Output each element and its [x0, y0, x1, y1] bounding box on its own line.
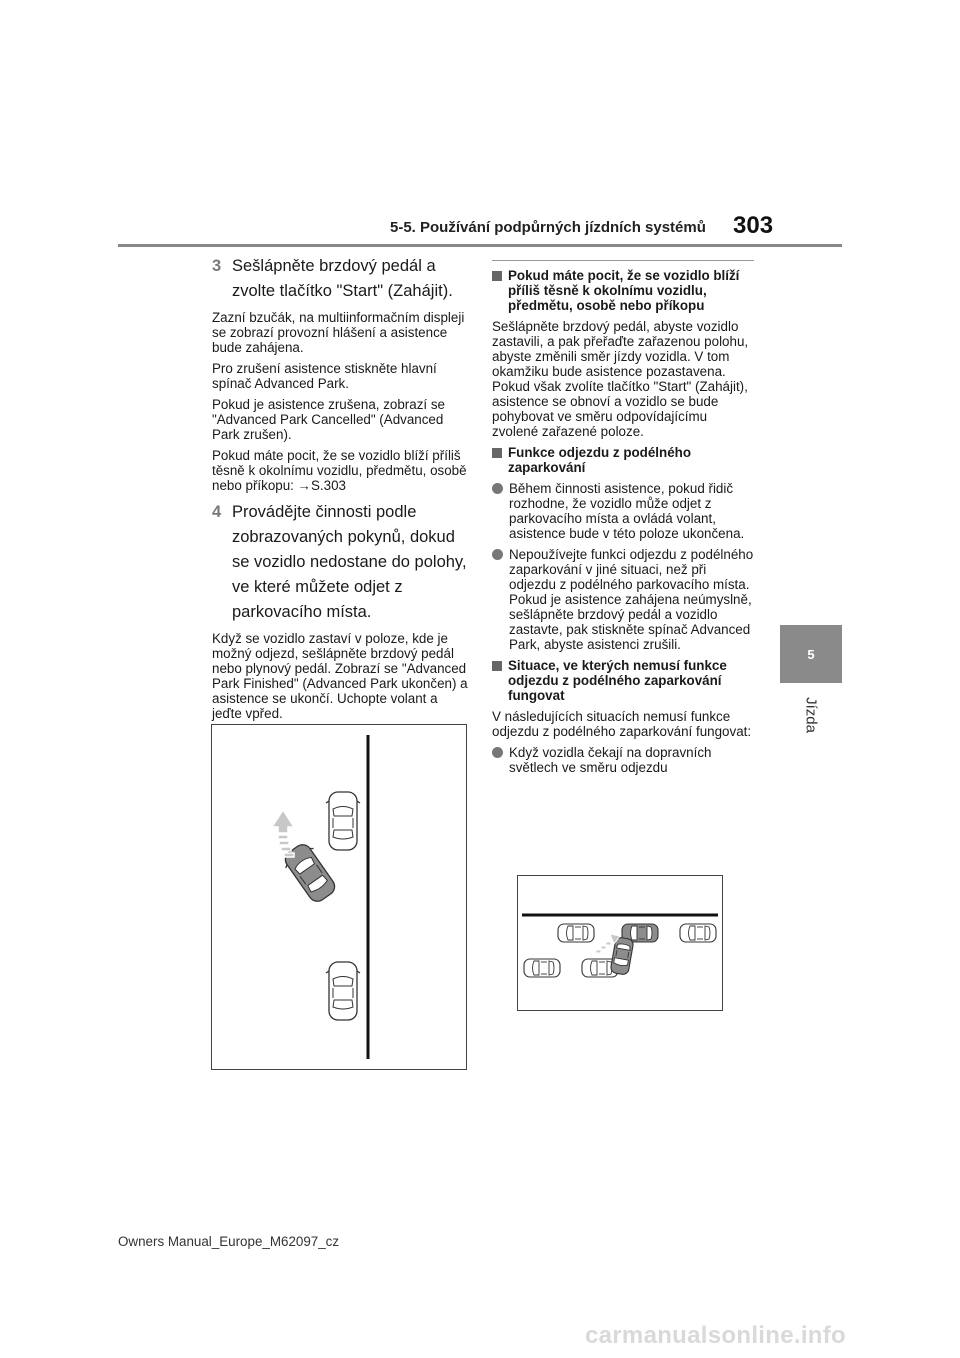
chapter-number: 5	[807, 646, 815, 662]
direction-arrow-icon	[272, 810, 294, 857]
section-heading-pull-out-function	[492, 445, 754, 475]
square-bullet-icon	[492, 661, 502, 671]
step-number: 3	[212, 257, 222, 275]
list-item-text: Během činnosti asistence, pokud řidič rozhodne, že vozidlo může odjet z parkovacího místa a ovládá volant, asistence bude v této poloze ukončena.	[509, 481, 745, 541]
list-item-text: Když vozidla čekají na dopravních světlech ve směru odjezdu	[509, 745, 712, 775]
section-heading-may-not-work	[492, 658, 754, 703]
step-text: Provádějte činnosti podle zobrazovaných pokynů, dokud se vozidlo nedostane do polohy, ve které můžete odjet z parkovacího místa.	[232, 503, 467, 621]
list-item	[492, 481, 754, 541]
queue-car	[680, 924, 716, 942]
queue-car	[558, 924, 594, 942]
step-3-paragraph-1: Zazní bzučák, na multiinformačním displeji se zobrazí provozní hlášení a asistence bude zahájena.	[212, 310, 465, 355]
section-title: 5-5. Používání podpůrných jízdních systémů	[390, 219, 706, 236]
step-number: 4	[212, 503, 222, 521]
round-bullet-icon	[492, 549, 503, 560]
parked-car	[524, 959, 560, 977]
section-heading-too-close	[492, 268, 754, 313]
section-heading-text: Funkce odjezdu z podélného zaparkování	[508, 445, 692, 475]
right-column	[492, 260, 754, 781]
figure-traffic-illustration	[518, 876, 722, 1010]
round-bullet-icon	[492, 747, 503, 758]
chapter-label-box	[780, 685, 842, 745]
square-bullet-icon	[492, 271, 502, 281]
list-item	[492, 745, 754, 775]
parked-car-rear	[326, 962, 360, 1020]
step-4-paragraph: Když se vozidlo zastaví v poloze, kde je možný odjezd, sešlápněte brzdový pedál nebo plynový pedál. Zobrazí se "Advanced Park Finished" (Advanced Park ukončen) a asistence se ukončí. Uchopte volant a jeďte vpřed.	[212, 631, 468, 721]
chapter-label: Jízda	[802, 697, 820, 733]
step-4	[212, 500, 468, 625]
square-bullet-icon	[492, 448, 502, 458]
step-3	[212, 254, 468, 304]
section-3-paragraph: V následujících situacích nemusí funkce odjezdu z podélného zaparkování fungovat:	[492, 709, 752, 739]
section-1-paragraph: Sešlápněte brzdový pedál, abyste vozidlo zastavili, a pak přeřaďte zařazenou polohu, abyste změnili směr jízdy vozidla. V tom okamžiku bude asistence pozastavena. Pokud však zvolíte tlačítko "Start" (Zahájit), asistence se obnoví a vozidlo se bude pohybovat ve směru odpovídajícímu zvolené zařazené poloze.	[492, 319, 749, 439]
chapter-tab[interactable]	[780, 625, 842, 683]
manual-id: Owners Manual_Europe_M62097_cz	[118, 1234, 340, 1249]
left-column	[212, 254, 468, 727]
figure-traffic-queue	[517, 875, 723, 1011]
round-bullet-icon	[492, 483, 503, 494]
list-item-text: Nepoužívejte funkci odjezdu z podélného zaparkování v jiné situaci, než při odjezdu z podélného parkovacího místa. Pokud je asistence zahájena neúmyslně, sešlápněte brzdový pedál a vozidlo zastavte, pak stiskněte spínač Advanced Park, abyste asistenci zrušili.	[509, 547, 754, 652]
section-heading-text: Pokud máte pocit, že se vozidlo blíží příliš těsně k okolnímu vozidlu, předmětu, osobě nebo příkopu	[508, 268, 740, 313]
page-number: 303	[733, 212, 774, 239]
header-divider	[118, 244, 842, 247]
step-3-paragraph-2: Pro zrušení asistence stiskněte hlavní spínač Advanced Park.	[212, 361, 437, 391]
step-3-paragraph-4: Pokud máte pocit, že se vozidlo blíží příliš těsně k okolnímu vozidlu, předmětu, osobě nebo příkopu: →S.303	[212, 448, 467, 493]
step-text: Sešlápněte brzdový pedál a zvolte tlačítko "Start" (Zahájit).	[232, 257, 453, 300]
figure-pull-out-illustration	[212, 725, 466, 1069]
watermark: carmanualsonline.info	[585, 1322, 847, 1349]
list-item	[492, 547, 754, 652]
section-divider	[492, 260, 754, 261]
figure-pull-out-parallel	[211, 724, 467, 1070]
section-heading-text: Situace, ve kterých nemusí funkce odjezdu z podélného zaparkování fungovat	[508, 658, 727, 703]
step-3-paragraph-3: Pokud je asistence zrušena, zobrazí se "Advanced Park Cancelled" (Advanced Park zrušen).	[212, 397, 445, 442]
parked-car-front	[326, 792, 360, 850]
